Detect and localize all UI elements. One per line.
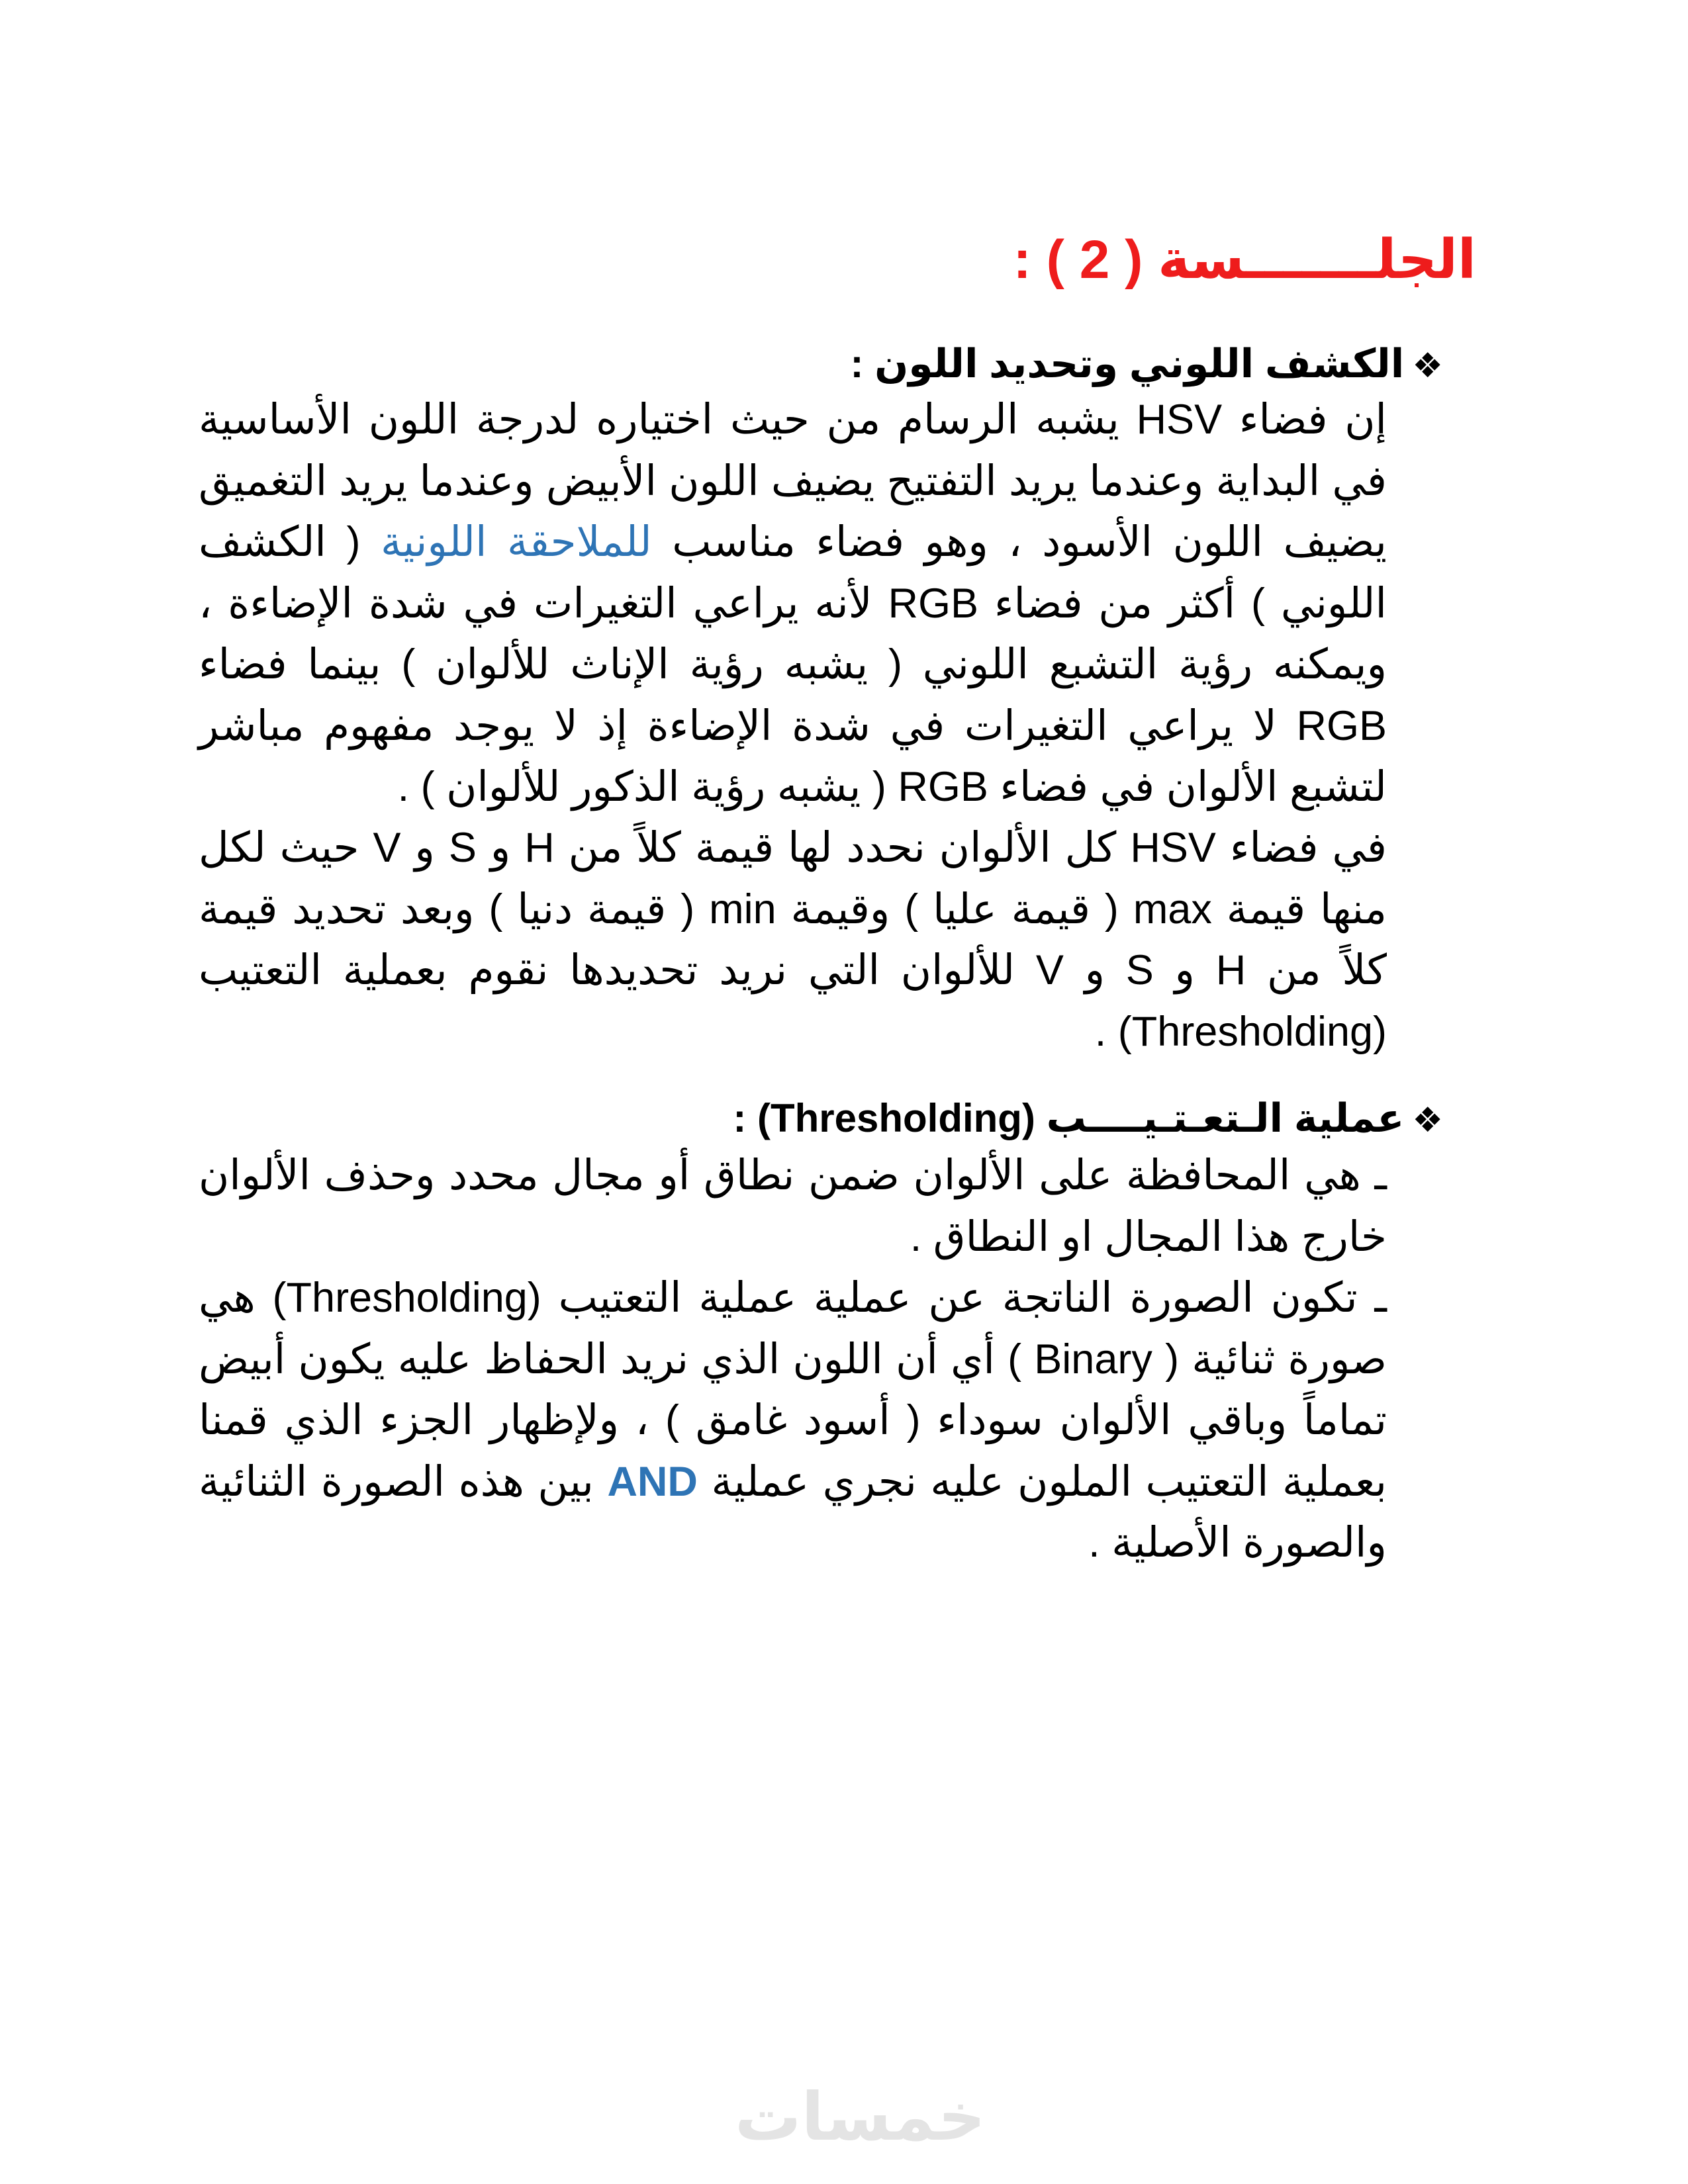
paragraph-text: ـ هي المحافظة على الألوان ضمن نطاق أو مجال محدد وحذف الألوان خارج هذا المجال او النطاق .: [199, 1152, 1387, 1260]
session-title: الجلـــــــسة ( 2 ) :: [1013, 230, 1476, 290]
paragraph-hsv-description: [199, 389, 1387, 818]
paragraph-text: في فضاء HSV كل الألوان نحدد لها قيمة كلاً من H و S و V حيث لكل منها قيمة max ( قيمة عليا ) وقيمة min ( قيمة دنيا ) وبعد تحديد قيمة كلاً من H و S و V للألوان التي نريد تحديدها نقوم بعملية التعتيب (Thresholding) .: [199, 825, 1387, 1055]
heading-text: عملية الـتعـتـيــــب (Thresholding) :: [733, 1096, 1405, 1140]
watermark-logo: خمسات: [735, 2080, 986, 2154]
paragraph-binary-image: [199, 1267, 1387, 1574]
paragraph-text: إن فضاء HSV يشبه الرسام من حيث اختياره لدرجة اللون الأساسية في البداية وعندما يريد التفتيح يضيف اللون الأبيض وعندما يريد التغميق يضيف اللون الأسود ، وهو فضاء مناسب: [199, 396, 1387, 565]
paragraph-text: بين هذه الصورة الثنائية والصورة الأصلية .: [199, 1458, 1387, 1566]
diamond-bullet-icon: ❖: [1412, 1101, 1443, 1140]
and-operation-term: AND: [607, 1458, 698, 1505]
section-heading-thresholding: [185, 1095, 1443, 1142]
paragraph-hsv-thresholds: [199, 817, 1387, 1062]
diamond-bullet-icon: ❖: [1412, 347, 1443, 385]
section-heading-color-detection: [185, 341, 1443, 387]
paragraph-text: ـ تكون الصورة الناتجة عن عملية عملية التعتيب (Thresholding) هي صورة ثنائية ( Binary ) أي أن اللون الذي نريد الحفاظ عليه يكون أبيض تماماً وباقي الألوان سوداء ( أسود غامق ) ، ولإظهار الجزء الذي قمنا بعملية التعتيب الملون عليه نجري عملية: [199, 1275, 1387, 1505]
paragraph-threshold-definition: [199, 1145, 1387, 1267]
heading-text: الكشف اللوني وتحديد اللون :: [850, 341, 1405, 386]
paragraph-text: ( الكشف اللوني ) أكثر من فضاء RGB لأنه يراعي التغيرات في شدة الإضاءة ، ويمكنه رؤية التشبع اللوني ( يشبه رؤية الإناث للألوان ) بينما فضاء RGB لا يراعي التغيرات في شدة الإضاءة إذ لا يوجد مفهوم مباشر لتشبع الألوان في فضاء RGB ( يشبه رؤية الذكور للألوان ) .: [199, 519, 1387, 810]
highlighted-term: للملاحقة اللونية: [381, 519, 652, 565]
